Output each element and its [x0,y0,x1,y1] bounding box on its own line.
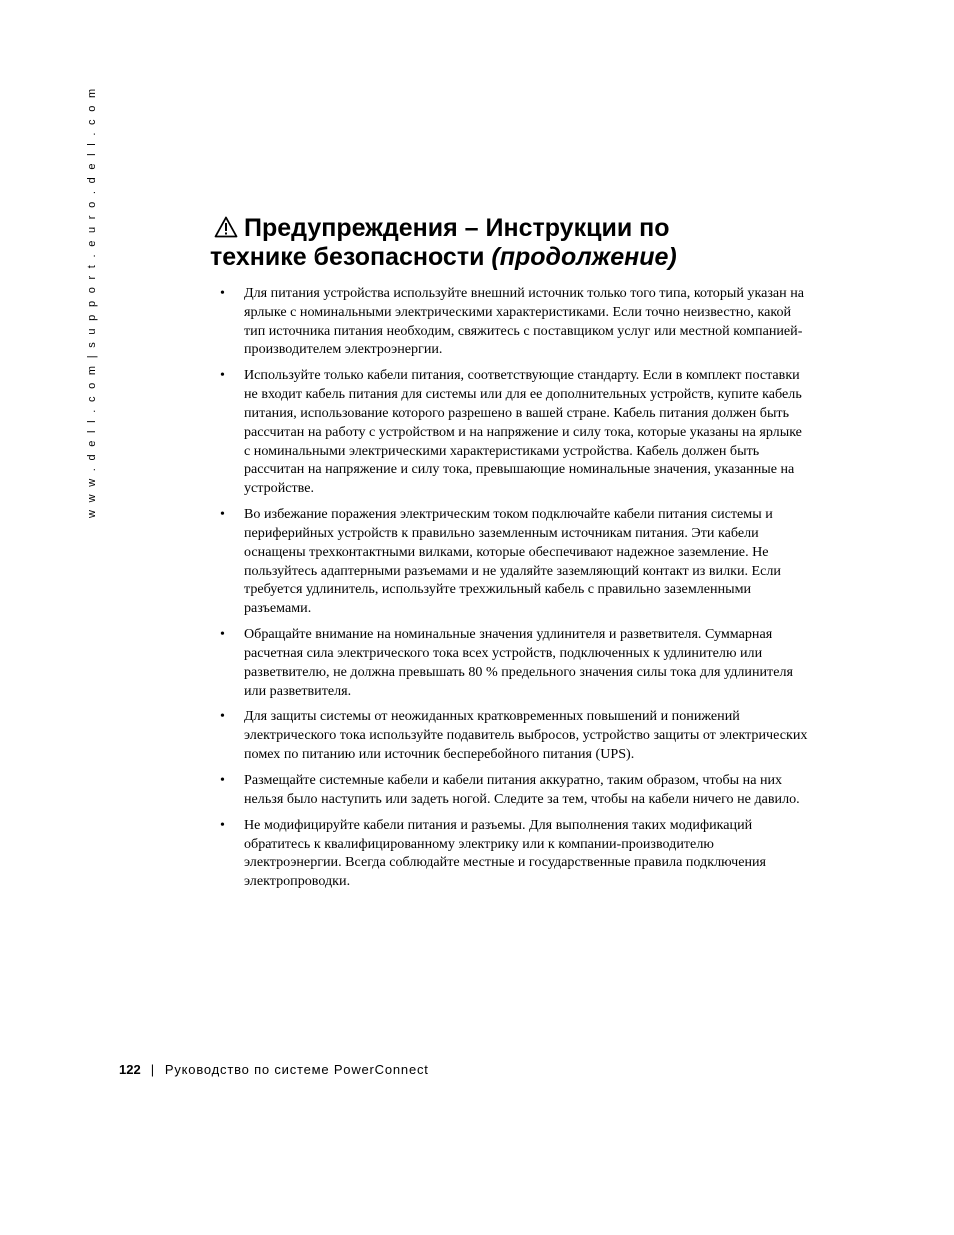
page-number: 122 [119,1062,141,1077]
bullet-icon: • [220,708,225,725]
list-item-text: Размещайте системные кабели и кабели питания аккуратно, таким образом, чтобы на них нельзя было наступить или задеть ногой. Следите за тем, чтобы на кабели ничего не давило. [244,772,800,807]
bullet-icon: • [220,367,225,384]
warning-triangle-icon [214,216,238,238]
page-footer [119,1062,429,1077]
bullet-icon: • [220,506,225,523]
footer-separator: | [150,1062,155,1077]
bullet-icon: • [220,816,225,833]
list-item [220,816,810,891]
list-item-text: Для питания устройства используйте внешний источник только того типа, который указан на ярлыке с номинальными электрическими характеристиками. Если точно неизвестно, какой тип источника питания необходим, свяжитесь с поставщиком услуг или местной компанией-производителем электроэнергии. [244,285,805,358]
list-item-text: Во избежание поражения электрическим током подключайте кабели питания системы и периферийных устройств к правильно заземленным источникам питания. Эти кабели оснащены трехконтактными вилками, которые обеспечивают надежное заземление. Не пользуйтесь адаптерными разъемами и не удаляйте заземляющий контакт из вилки. Если требуется удлинитель, используйте трехжильный кабель с правильно заземленными разъемами. [244,506,781,617]
list-item-text: Для защиты системы от неожиданных кратковременных повышений и понижений электрического тока используйте подавитель выбросов, устройство защиты от электрических помех по питанию или источник бесперебойного питания (UPS). [244,708,808,763]
page-title [210,214,850,272]
bullet-list [220,284,810,891]
title-line1: Предупреждения – Инструкции по [244,214,670,242]
content-body [220,284,810,898]
list-item [220,771,810,809]
side-url: w w w . d e l l . c o m | s u p p o r t . e u r o . d e l l . c o m [86,86,98,518]
list-item [220,366,810,498]
list-item-text: Не модифицируйте кабели питания и разъемы. Для выполнения таких модификаций обратитесь к квалифицированному электрику или к компании-производителю электроэнергии. Всегда соблюдайте местные и государственные правила подключения электропроводки. [244,816,767,890]
list-item-text: Используйте только кабели питания, соответствующие стандарту. Если в комплект поставки не входит кабель питания для системы или для ее дополнительных устройств, купите кабель питания, использование которого разрешено в вашей стране. Кабель питания должен быть рассчитан на работу с устройством и на напряжение и силу тока, которые указаны на ярлыке с номинальными электрическими характеристиками устройства. Кабель должен быть рассчитан на напряжение и силу тока, превышающие номинальные значения, указанные на устройстве. [244,367,802,497]
bullet-icon: • [220,285,225,301]
list-item [220,505,810,618]
bullet-icon: • [220,626,225,643]
title-continued: (продолжение) [491,243,677,271]
list-item [220,707,810,763]
bullet-icon: • [220,772,225,789]
list-item [220,284,810,359]
list-item [220,625,810,700]
list-item-text: Обращайте внимание на номинальные значения удлинителя и разветвителя. Суммарная расчетная сила электрического тока всех устройств, подключенных к удлинителю или разветвителю, не должна превышать 80 % предельного значения силы тока для удлинителя или разветвителя. [244,626,793,699]
guide-title: Руководство по системе PowerConnect [164,1062,429,1077]
title-line2: технике безопасности [210,243,492,271]
